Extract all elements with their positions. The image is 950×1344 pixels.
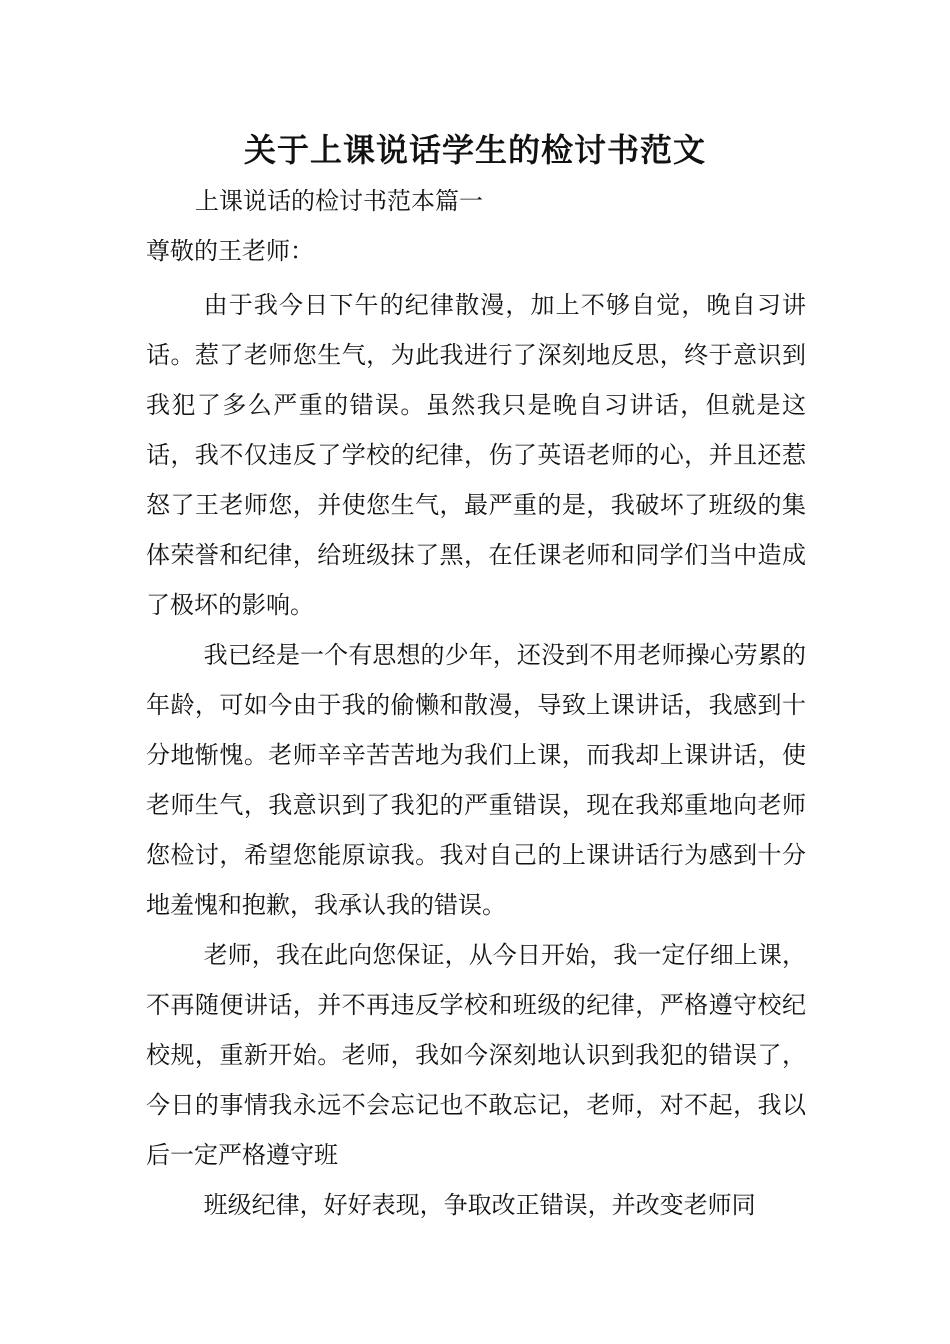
paragraph-2: 我已经是一个有思想的少年，还没到不用老师操心劳累的年龄，可如今由于我的偷懒和散漫，导致上课讲话，我感到十分地惭愧。老师辛辛苦苦地为我们上课，而我却上课讲话，使老师生气，我意识到了我犯的严重错误，现在我郑重地向老师您检讨，希望您能原谅我。我对自己的上课讲话行为感到十分地羞愧和抱歉，我承认我的错误。 — [146, 641, 806, 919]
document-subtitle: 上课说话的检讨书范本篇一 — [195, 187, 483, 215]
paragraph-1: 由于我今日下午的纪律散漫，加上不够自觉，晚自习讲话。惹了老师您生气，为此我进行了深刻地反思，终于意识到我犯了多么严重的错误。虽然我只是晚自习讲话，但就是这话，我不仅违反了学校的纪律，伤了英语老师的心，并且还惹怒了王老师您，并使您生气，最严重的是，我破坏了班级的集体荣誉和纪律，给班级抹了黑，在任课老师和同学们当中造成了极坏的影响。 — [146, 291, 806, 619]
paragraph-3: 老师，我在此向您保证，从今日开始，我一定仔细上课，不再随便讲话，并不再违反学校和班级的纪律，严格遵守校纪校规，重新开始。老师，我如今深刻地认识到我犯的错误了，今日的事情我永远不会忘记也不敢忘记，老师，对不起，我以后一定严格遵守班 — [146, 941, 806, 1169]
paragraph-4: 班级纪律，好好表现，争取改正错误，并改变老师同 — [203, 1191, 756, 1219]
document-body — [146, 280, 806, 1230]
document-title: 关于上课说话学生的检讨书范文 — [243, 131, 706, 169]
salutation: 尊敬的王老师： — [146, 237, 314, 265]
